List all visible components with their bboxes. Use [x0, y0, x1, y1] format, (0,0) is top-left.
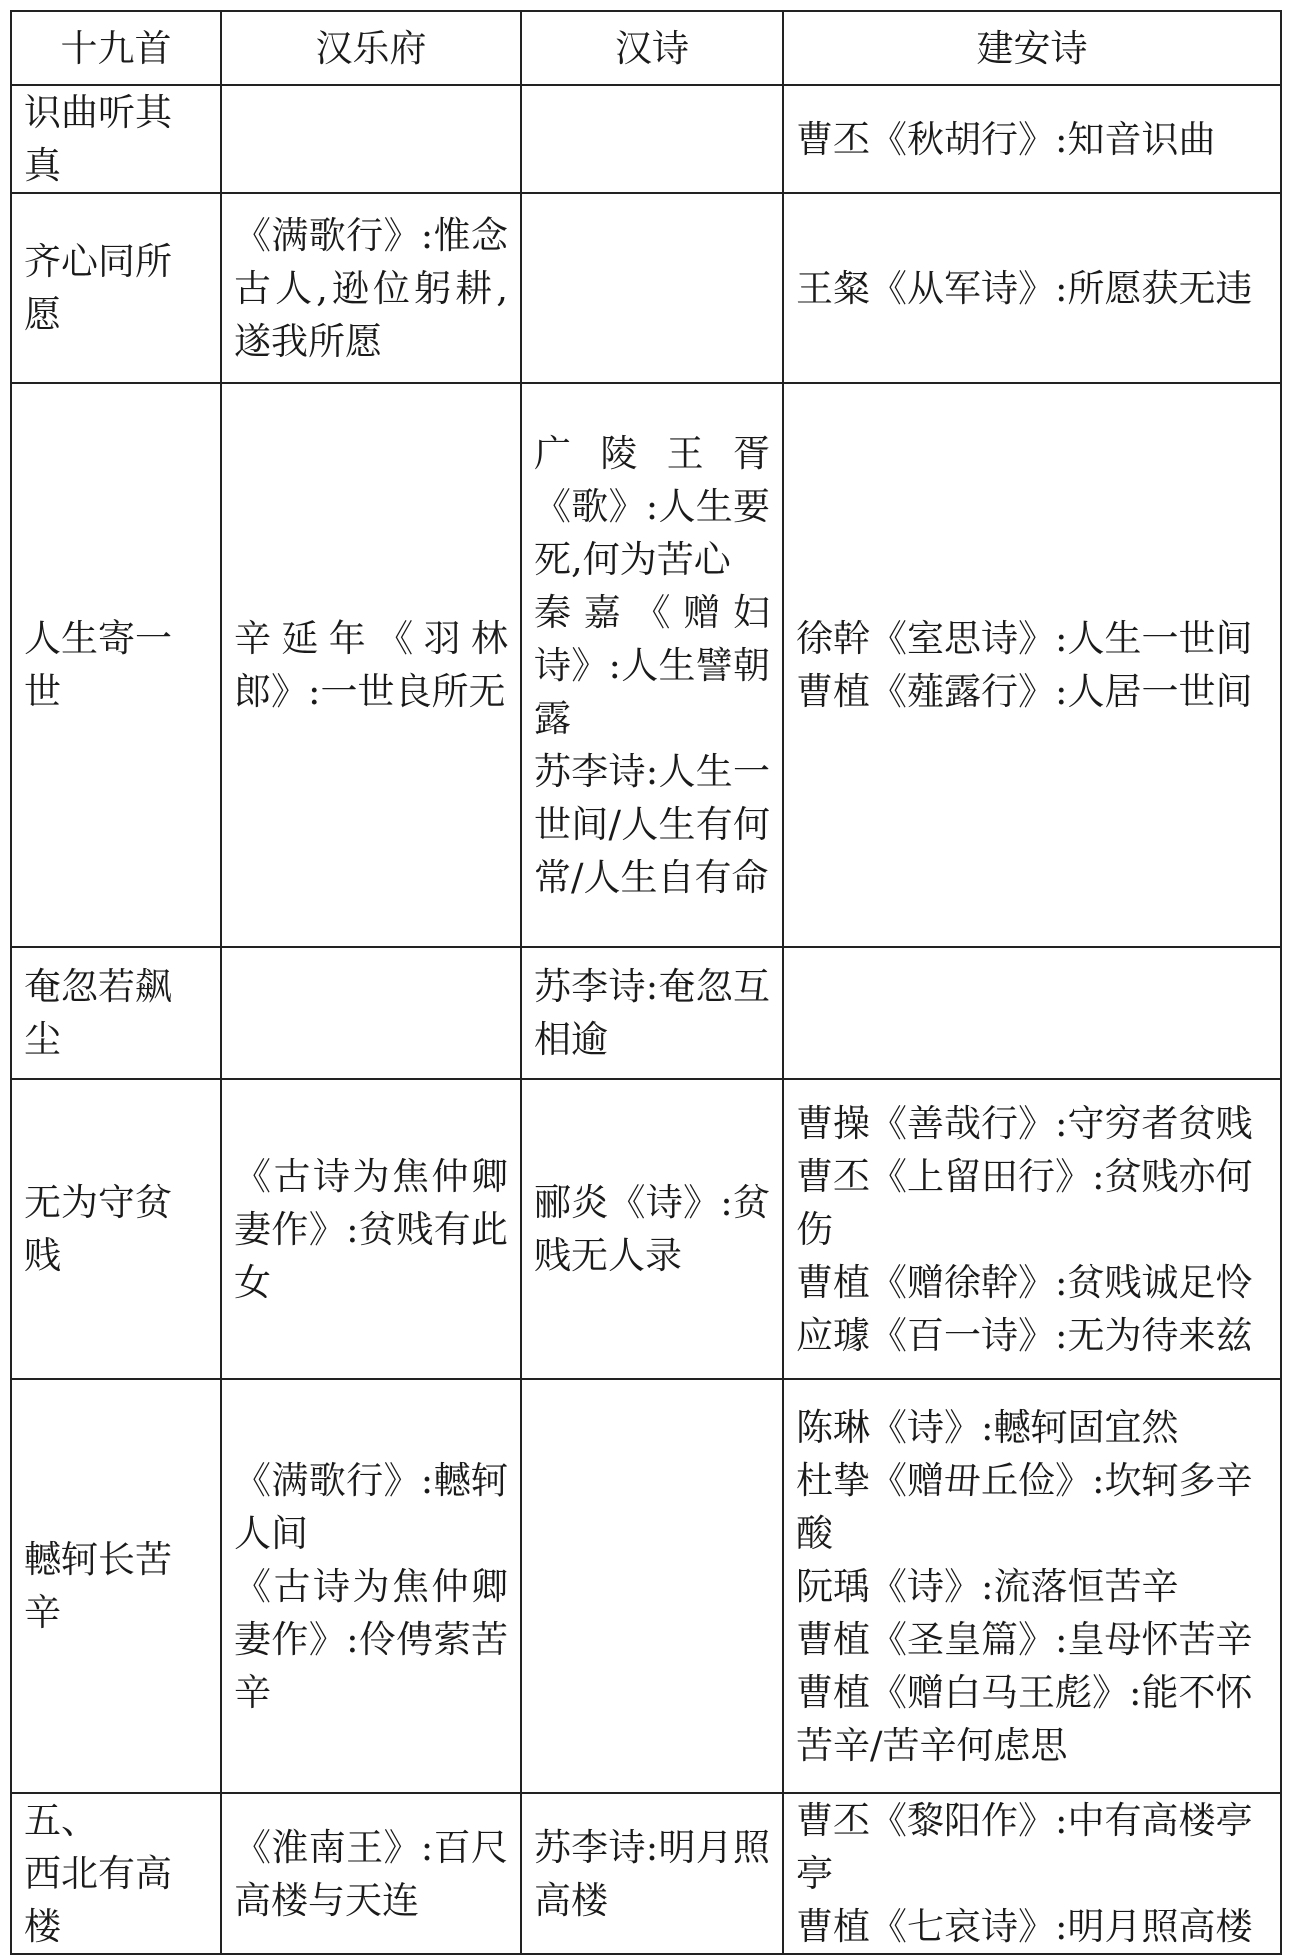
table-row	[11, 1379, 1281, 1793]
yuefu-cell	[221, 1379, 521, 1793]
hanshi-cell	[521, 193, 783, 383]
table-row	[11, 85, 1281, 193]
citation: 《满歌行》:轗轲人间	[234, 1458, 508, 1555]
citation: 苏李诗:明月照高楼	[534, 1825, 770, 1922]
hanshi-cell	[521, 1793, 783, 1954]
poetry-comparison-table	[10, 10, 1282, 1955]
row-title-text: 西北有高楼	[24, 1852, 172, 1948]
citation: 曹植《赠白马王彪》:能不怀苦辛/苦辛何虑思	[796, 1670, 1253, 1767]
citation: 苏李诗:奄忽互相逾	[534, 965, 770, 1061]
citation: 郦炎《诗》:贫贱无人录	[534, 1181, 770, 1277]
row-title	[11, 1793, 221, 1954]
row-title	[11, 1379, 221, 1793]
jianan-cell	[783, 193, 1281, 383]
header-shijiushou: 十九首	[11, 11, 221, 85]
citation: 应璩《百一诗》:无为待来兹	[796, 1313, 1253, 1357]
citation: 曹丕《黎阳作》:中有高楼亭亭	[796, 1799, 1253, 1895]
header-han-yuefu: 汉乐府	[221, 11, 521, 85]
hanshi-cell	[521, 383, 783, 947]
hanshi-cell	[521, 1379, 783, 1793]
row-title	[11, 947, 221, 1079]
row-title	[11, 1079, 221, 1379]
row-title-text: 识曲听其真	[24, 91, 172, 187]
yuefu-cell	[221, 383, 521, 947]
row-title-text: 齐心同所愿	[24, 240, 172, 336]
citation: 曹植《赠徐幹》:贫贱诚足怜	[796, 1260, 1253, 1304]
row-title-text: 轗轲长苦辛	[24, 1538, 172, 1634]
citation: 曹丕《秋胡行》:知音识曲	[796, 117, 1216, 161]
row-title	[11, 193, 221, 383]
yuefu-cell	[221, 947, 521, 1079]
citation: 徐幹《室思诗》:人生一世间	[796, 617, 1253, 660]
hanshi-cell	[521, 1079, 783, 1379]
citation: 《古诗为焦仲卿妻作》:伶俜萦苦辛	[234, 1564, 508, 1714]
yuefu-cell	[221, 193, 521, 383]
citation: 曹植《薤露行》:人居一世间	[796, 670, 1253, 713]
jianan-cell	[783, 1379, 1281, 1793]
citation: 王粲《从军诗》:所愿获无违	[796, 266, 1253, 310]
table-row	[11, 1079, 1281, 1379]
citation: 曹植《圣皇篇》:皇母怀苦辛	[796, 1617, 1253, 1661]
jianan-cell	[783, 1079, 1281, 1379]
jianan-cell	[783, 947, 1281, 1079]
yuefu-cell	[221, 1793, 521, 1954]
row-title-text: 奄忽若飙尘	[24, 965, 172, 1061]
citation: 辛延年《羽林郎》:一世良所无	[234, 617, 508, 713]
citation: 《淮南王》:百尺高楼与天连	[234, 1825, 508, 1922]
header-han-shi: 汉诗	[521, 11, 783, 85]
row-title	[11, 85, 221, 193]
citation: 秦嘉《赠妇诗》:人生譬朝露	[534, 590, 770, 740]
citation: 阮瑀《诗》:流落恒苦辛	[796, 1564, 1179, 1608]
yuefu-cell	[221, 1079, 521, 1379]
citation: 《满歌行》:惟念古人,逊位躬耕,遂我所愿	[234, 213, 508, 363]
row-title-text: 无为守贫贱	[24, 1181, 172, 1277]
citation: 《古诗为焦仲卿妻作》:贫贱有此女	[234, 1154, 508, 1304]
citation: 曹丕《上留田行》:贫贱亦何伤	[796, 1154, 1253, 1251]
row-title-text: 人生寄一世	[24, 617, 172, 713]
jianan-cell	[783, 383, 1281, 947]
yuefu-cell	[221, 85, 521, 193]
citation: 陈琳《诗》:轗轲固宜然	[796, 1405, 1179, 1449]
citation: 广陵王胥《歌》:人生要死,何为苦心	[534, 431, 770, 581]
table-row	[11, 193, 1281, 383]
row-title-number: 五、	[24, 1799, 98, 1842]
citation: 曹植《七哀诗》:明月照高楼	[796, 1905, 1253, 1948]
header-jianan-shi: 建安诗	[783, 11, 1281, 85]
jianan-cell	[783, 85, 1281, 193]
row-title	[11, 383, 221, 947]
citation: 曹操《善哉行》:守穷者贫贱	[796, 1101, 1253, 1145]
table-row	[11, 1793, 1281, 1954]
citation: 杜挚《赠毌丘俭》:坎轲多辛酸	[796, 1458, 1253, 1555]
hanshi-cell	[521, 85, 783, 193]
table-row	[11, 383, 1281, 947]
citation: 苏李诗:人生一世间/人生有何常/人生自有命	[534, 749, 770, 899]
jianan-cell	[783, 1793, 1281, 1954]
table-header-row	[11, 11, 1281, 85]
table-row	[11, 947, 1281, 1079]
hanshi-cell	[521, 947, 783, 1079]
